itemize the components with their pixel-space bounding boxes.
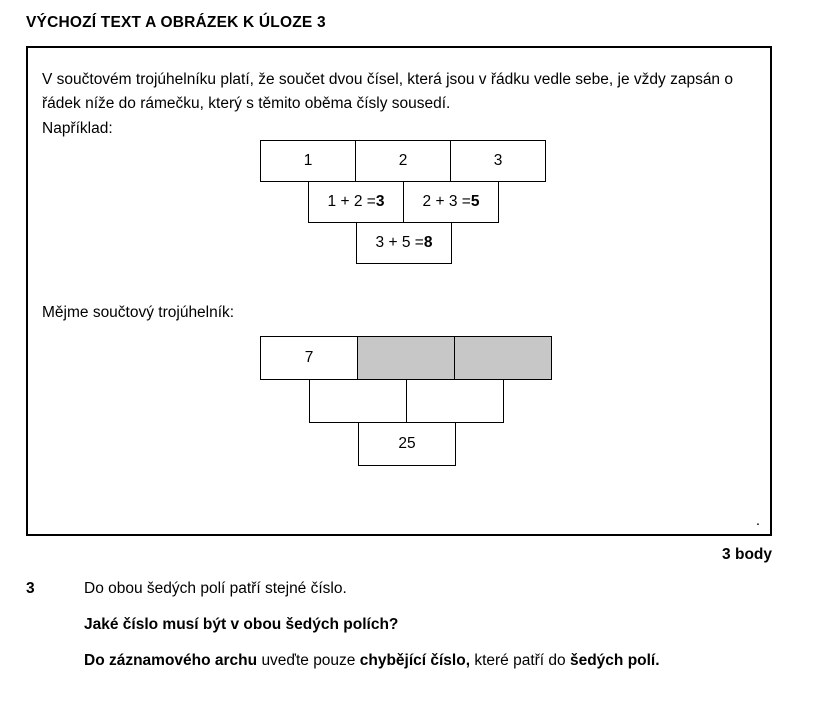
task-sum-triangle — [260, 336, 552, 466]
example-cell-3-1-expr: 3 + 5 = — [375, 234, 424, 251]
points-label: 3 body — [722, 546, 772, 563]
stimulus-box — [26, 46, 772, 536]
example-row-1 — [260, 140, 546, 182]
question-instruction-part1: Do záznamového archu — [84, 652, 262, 669]
page-title: VÝCHOZÍ TEXT A OBRÁZEK K ÚLOZE 3 — [26, 14, 326, 31]
task-cell-2-1 — [309, 379, 407, 423]
task-row-1 — [260, 336, 552, 380]
example-cell-2-1 — [308, 181, 404, 223]
example-cell-2-2-expr: 2 + 3 = — [422, 193, 471, 210]
task-cell-1-2-grey — [357, 336, 455, 380]
example-cell-2-2 — [403, 181, 499, 223]
example-cell-3-1-result: 8 — [423, 234, 433, 251]
question-instruction — [84, 652, 660, 670]
example-row-3 — [356, 222, 546, 264]
question-instruction-part2: uveďte pouze — [261, 652, 360, 669]
question-instruction-part5: šedých polí. — [569, 652, 660, 669]
example-cell-3-1 — [356, 222, 452, 264]
task-cell-3-1: 25 — [358, 422, 456, 466]
question-instruction-part3: chybějící číslo, — [359, 652, 471, 669]
question-instruction-part4: které patří do — [470, 652, 570, 669]
example-label: Například: — [42, 120, 113, 137]
task-row-3 — [358, 422, 552, 466]
task-cell-1-1: 7 — [260, 336, 358, 380]
task-row-2 — [309, 379, 552, 423]
intro-paragraph: V součtovém trojúhelníku platí, že součet dvou čísel, která jsou v řádku vedle sebe, je vždy zapsán o řádek níže do rámečku, který s těmito oběma čísly sousedí. — [42, 71, 733, 113]
task-cell-2-2 — [406, 379, 504, 423]
example-cell-1-1: 1 — [260, 140, 356, 182]
question-statement: Do obou šedých polí patří stejné číslo. — [84, 580, 347, 597]
corner-dot: . — [755, 512, 760, 529]
example-cell-1-2: 2 — [355, 140, 451, 182]
question-number: 3 — [26, 580, 35, 597]
example-sum-triangle — [260, 140, 546, 264]
example-cell-2-1-expr: 1 + 2 = — [327, 193, 376, 210]
task-cell-1-3-grey — [454, 336, 552, 380]
example-row-2 — [308, 181, 546, 223]
example-cell-2-1-result: 3 — [375, 193, 385, 210]
example-cell-1-3: 3 — [450, 140, 546, 182]
example-cell-2-2-result: 5 — [470, 193, 480, 210]
question-prompt: Jaké číslo musí být v obou šedých polích? — [84, 616, 399, 633]
task-intro-label: Mějme součtový trojúhelník: — [42, 304, 235, 321]
